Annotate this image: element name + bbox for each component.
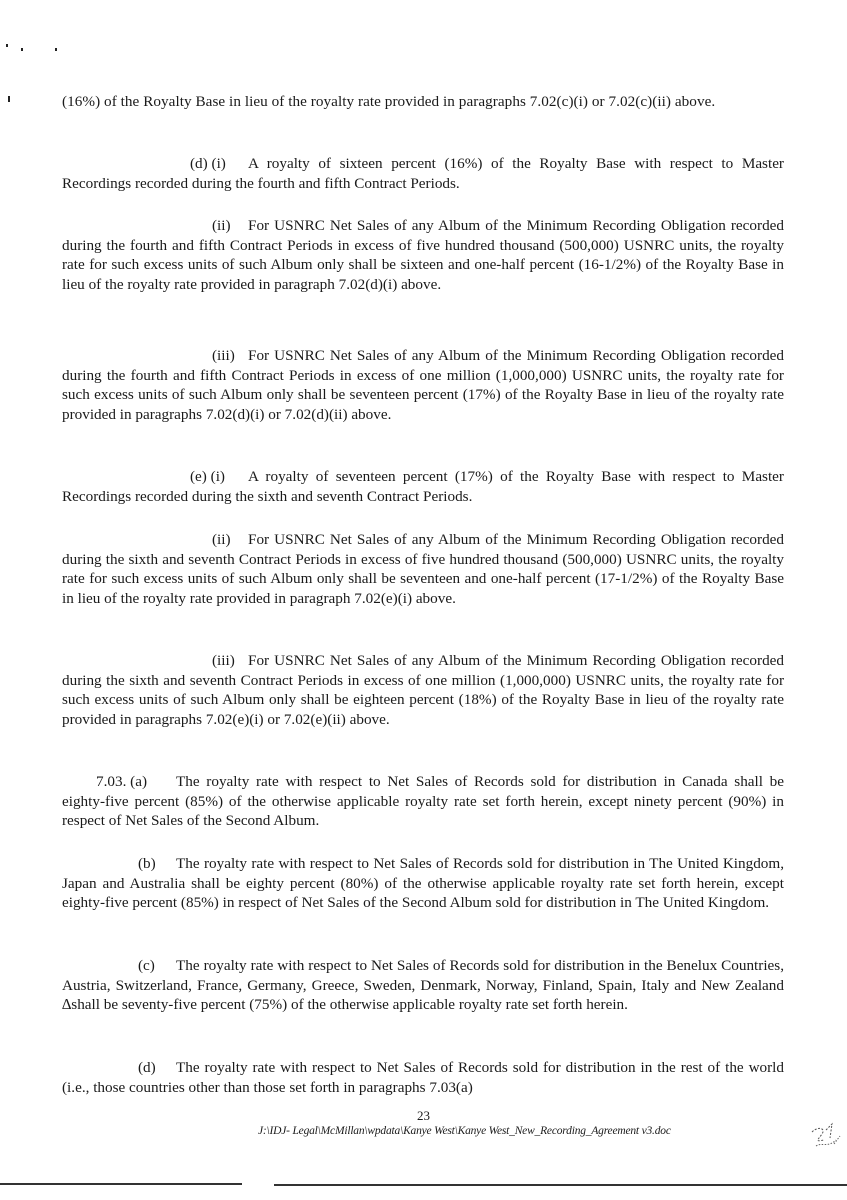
paragraph-text: The royalty rate with respect to Net Sales of Records sold for distribution in the rest of the world (i.e., those countries other than those set forth in paragraphs 7.03(a) xyxy=(62,1059,784,1096)
paragraph-label: (ii) xyxy=(212,217,231,234)
paragraph-text: The royalty rate with respect to Net Sales of Records sold for distribution in The United Kingdom, Japan and Australia shall be eighty percent (80%) of the otherwise applicable royalty rate set forth herein, except eighty-five percent (85%) in respect of Net Sales of the Second Album sold for distribution in The United Kingdom. xyxy=(62,855,784,911)
scan-speck xyxy=(55,48,57,51)
paragraph-label: 7.03. (a) xyxy=(96,773,148,790)
scan-speck xyxy=(6,44,8,47)
paragraph-7-03-c xyxy=(62,956,784,1015)
paragraph-label: (ii) xyxy=(212,531,231,548)
page-number: 23 xyxy=(417,1108,430,1123)
paragraph-7-02-e-ii xyxy=(62,530,784,608)
paragraph-7-02-e-i xyxy=(62,467,784,506)
file-path-footer: J:\IDJ- Legal\McMillan\wpdata\Kanye West\Kanye West_New_Recording_Agreement v3.doc xyxy=(258,1125,671,1137)
paragraph-label: (e) (i) xyxy=(190,468,225,485)
paragraph-7-02-d-iii xyxy=(62,346,784,424)
paragraph-text: The royalty rate with respect to Net Sales of Records sold for distribution in the Benelux Countries, Austria, Switzerland, France, Germany, Greece, Sweden, Denmark, Norway, Finland, Spain, Italy and New Zealand ∆shall be seventy-five percent (75%) of the otherwise applicable royalty rate set forth herein. xyxy=(62,957,784,1013)
paragraph-label: (c) xyxy=(138,957,155,974)
continuation-paragraph: (16%) of the Royalty Base in lieu of the royalty rate provided in paragraphs 7.02(c)(i) or 7.02(c)(ii) above. xyxy=(62,93,716,110)
handwritten-initials-icon xyxy=(808,1118,844,1154)
paragraph-7-02-d-i xyxy=(62,154,784,193)
paragraph-label: (b) xyxy=(138,855,156,872)
scan-speck xyxy=(21,48,23,51)
paragraph-7-02-e-iii xyxy=(62,651,784,729)
paragraph-label: (d) (i) xyxy=(190,155,226,172)
paragraph-text: A royalty of seventeen percent (17%) of the Royalty Base with respect to Master Recordings recorded during the sixth and seventh Contract Periods. xyxy=(62,468,784,505)
paragraph-text: The royalty rate with respect to Net Sales of Records sold for distribution in Canada shall be eighty-five percent (85%) of the otherwise applicable royalty rate set forth herein, except ninety percent (90%) in respect of Net Sales of the Second Album. xyxy=(62,773,784,829)
paragraph-label: (iii) xyxy=(212,347,235,364)
bottom-rule-left xyxy=(0,1183,242,1185)
paragraph-text: For USNRC Net Sales of any Album of the Minimum Recording Obligation recorded during the sixth and seventh Contract Periods in excess of one million (1,000,000) USNRC units, the royalty rate for such excess units of such Album only shall be eighteen percent (18%) of the Royalty Base in lieu of the royalty rate provided in paragraphs 7.02(e)(i) or 7.02(e)(ii) above. xyxy=(62,652,784,728)
paragraph-text: For USNRC Net Sales of any Album of the Minimum Recording Obligation recorded during the fourth and fifth Contract Periods in excess of one million (1,000,000) USNRC units, the royalty rate for such excess units of such Album only shall be seventeen percent (17%) of the Royalty Base in lieu of the royalty rate provided in paragraphs 7.02(d)(i) or 7.02(d)(ii) above. xyxy=(62,347,784,423)
paragraph-label: (iii) xyxy=(212,652,235,669)
paragraph-text: A royalty of sixteen percent (16%) of the Royalty Base with respect to Master Recordings recorded during the fourth and fifth Contract Periods. xyxy=(62,155,784,192)
paragraph-text: For USNRC Net Sales of any Album of the Minimum Recording Obligation recorded during the sixth and seventh Contract Periods in excess of five hundred thousand (500,000) USNRC units, the royalty rate for such excess units of such Album only shall be seventeen and one-half percent (17-1/2%) of the Royalty Base in lieu of the royalty rate provided in paragraph 7.02(e)(i) above. xyxy=(62,531,784,607)
paragraph-7-03-d xyxy=(62,1058,784,1097)
scan-speck xyxy=(8,96,10,102)
paragraph-7-03-a xyxy=(62,772,784,831)
bottom-rule-right xyxy=(274,1184,847,1186)
paragraph-7-03-b xyxy=(62,854,784,913)
paragraph-7-02-d-ii xyxy=(62,216,784,294)
paragraph-label: (d) xyxy=(138,1059,156,1076)
paragraph-text: For USNRC Net Sales of any Album of the Minimum Recording Obligation recorded during the fourth and fifth Contract Periods in excess of five hundred thousand (500,000) USNRC units, the royalty rate for such excess units of such Album only shall be sixteen and one-half percent (16-1/2%) of the Royalty Base in lieu of the royalty rate provided in paragraph 7.02(d)(i) above. xyxy=(62,217,784,293)
